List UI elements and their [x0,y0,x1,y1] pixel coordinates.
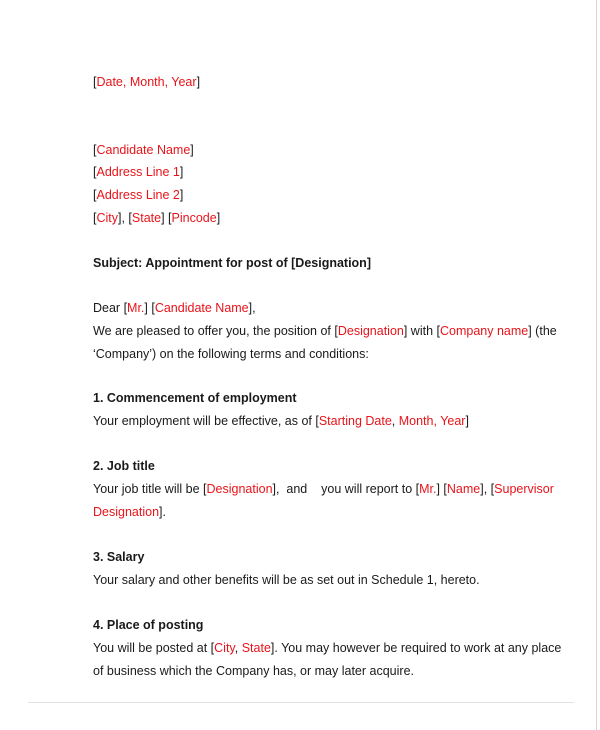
title-placeholder: Mr. [127,301,145,315]
intro-line-1 [93,323,557,339]
city-placeholder: City [214,641,235,655]
designation-placeholder: Designation [337,324,404,338]
address-city-state-pincode: [City], [State] [Pincode] [93,211,221,225]
job-title-text-line-1 [93,481,554,497]
posting-text-line-2: of business which the Company has, or may later acquire. [93,664,414,678]
address-line-1-placeholder: Address Line 1 [96,165,180,179]
date-line [93,74,200,90]
text: We are pleased to offer you, the position of [ [93,324,338,338]
bracket: ] [196,75,201,89]
text: ] [ [144,301,155,315]
state-placeholder: State [241,641,271,655]
intro-line-2: ‘Company’) on the following terms and conditions: [93,347,369,361]
candidate-name-placeholder: Candidate Name [96,143,191,157]
posting-text-line-1 [93,640,561,656]
page-divider [28,702,574,703]
text: ], and you will report to [ [272,482,420,496]
section-heading-commencement: 1. Commencement of employment [93,391,297,405]
state-placeholder: State [131,211,162,225]
title-placeholder: Mr. [419,482,437,496]
text: Dear [ [93,301,128,315]
candidate-name-placeholder: Candidate Name [154,301,249,315]
month-year-placeholder: Month, Year [398,414,466,428]
text: ] [ [436,482,447,496]
address-line-1: [Address Line 1] [93,165,184,179]
section-heading-job-title: 2. Job title [93,459,155,473]
supervisor-placeholder: Supervisor [494,482,554,496]
commencement-text [93,413,469,429]
city-placeholder: City [96,211,119,225]
address-line-2-placeholder: Address Line 2 [96,188,180,202]
text: , [234,641,242,655]
text: ] with [ [403,324,440,338]
text: Your employment will be effective, as of [ [93,414,319,428]
date-placeholder: Date, Month, Year [96,75,197,89]
text: ]. You may however be required to work at any place [270,641,562,655]
text: ], [ [480,482,495,496]
address-candidate-name: [Candidate Name] [93,143,194,157]
address-line-2: [Address Line 2] [93,188,184,202]
salutation [93,300,256,316]
subject-line: Subject: Appointment for post of [Designation] [93,256,371,270]
text: , [391,414,399,428]
text: Your job title will be [ [93,482,207,496]
text: ], [248,301,256,315]
text: ]. [159,505,166,519]
designation-placeholder: Designation [206,482,273,496]
text: ] [465,414,469,428]
section-heading-place-of-posting: 4. Place of posting [93,618,204,632]
company-name-placeholder: Company name [439,324,529,338]
supervisor-designation-placeholder: Designation [93,505,160,519]
job-title-text-line-2 [93,504,166,520]
salary-text: Your salary and other benefits will be as set out in Schedule 1, hereto. [93,573,480,587]
text: ] (the [528,324,557,338]
name-placeholder: Name [446,482,481,496]
section-heading-salary: 3. Salary [93,550,145,564]
text: You will be posted at [ [93,641,215,655]
bracket: [ [93,75,97,89]
pincode-placeholder: Pincode [171,211,217,225]
starting-date-placeholder: Starting Date [318,414,392,428]
